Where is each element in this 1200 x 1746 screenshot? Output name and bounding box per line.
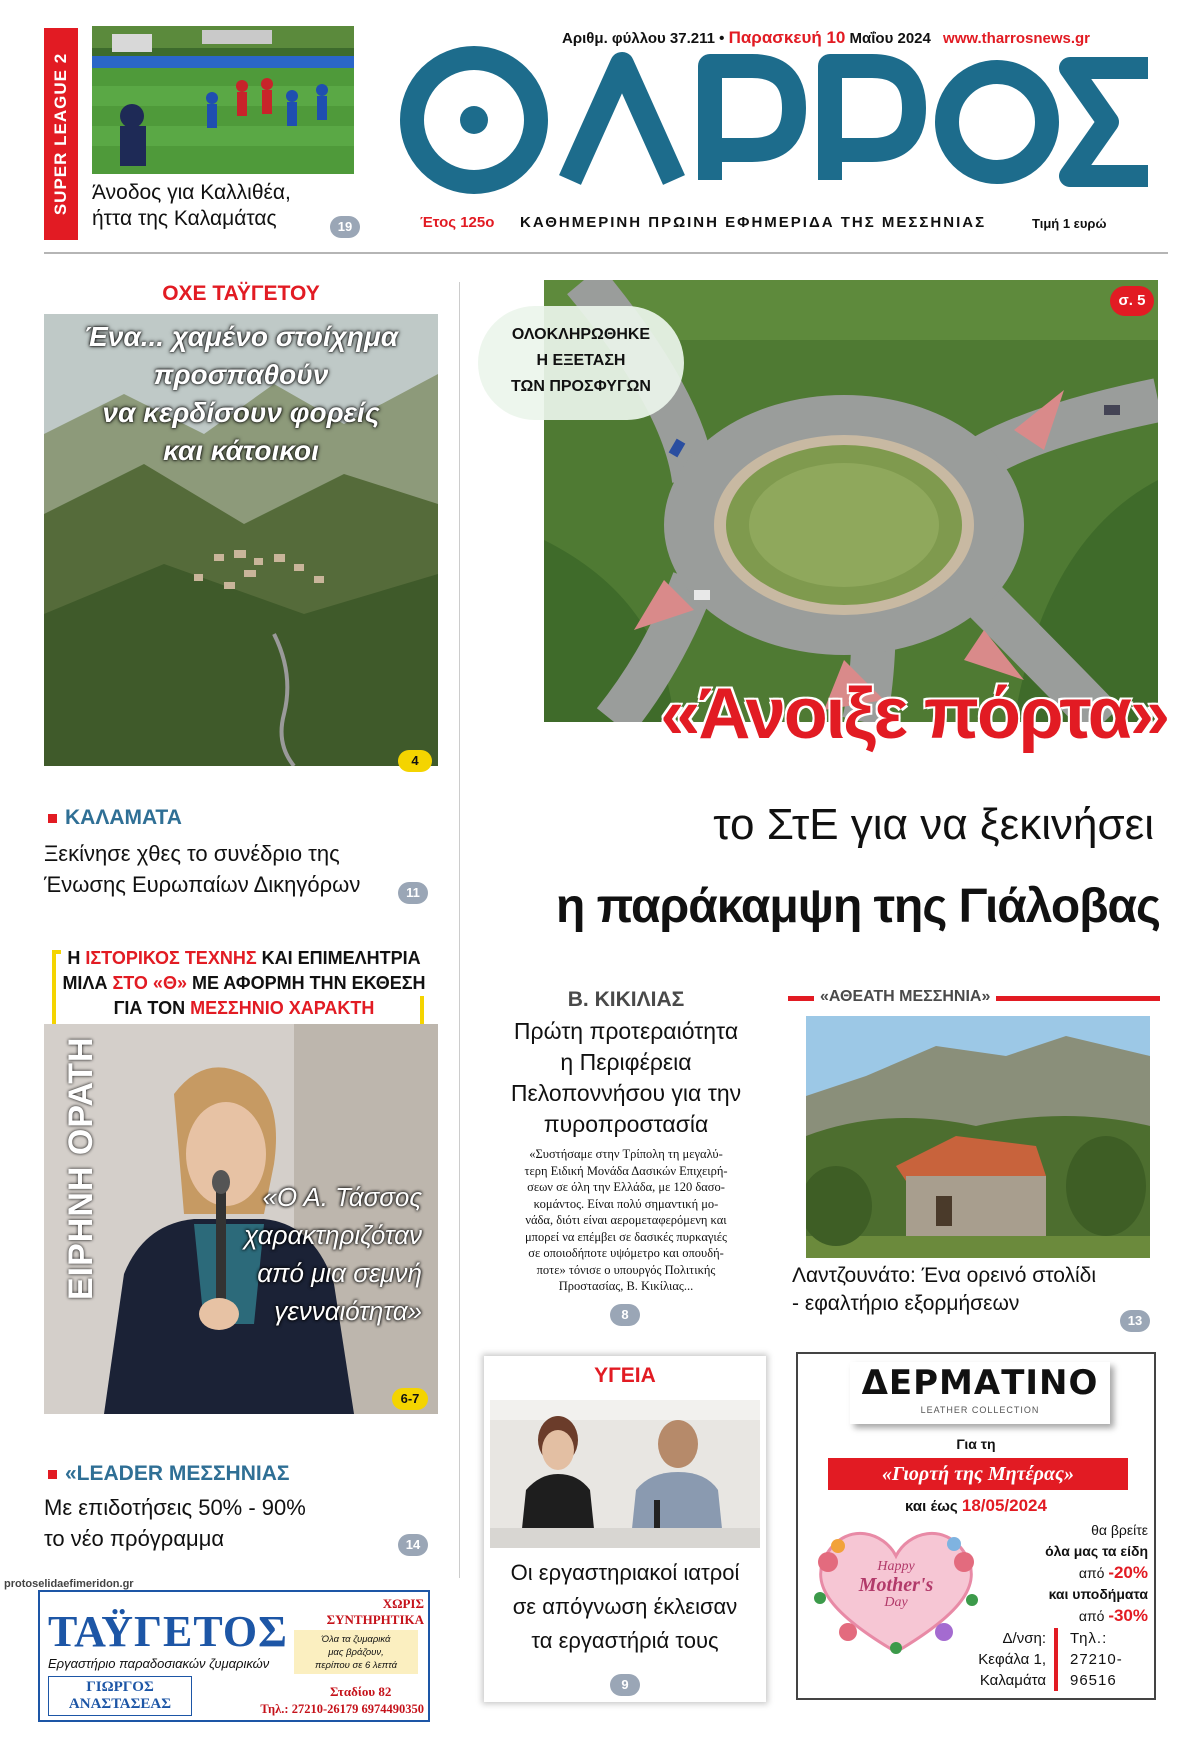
football-photo [92, 26, 354, 174]
sports-vertical-label: SUPER LEAGUE 2 [44, 28, 78, 240]
dermatino-for: Για τη [956, 1436, 996, 1452]
dermatino-event: «Γιορτή της Μητέρας» [828, 1458, 1128, 1490]
health-kicker: ΥΓΕΙΑ [594, 1364, 656, 1387]
kalamata-headline[interactable]: Ξεκίνησε χθες το συνέδριο της Ένωσης Ευρωπαίων Δικηγόρων [44, 841, 361, 897]
tagline: ΚΑΘΗΜΕΡΙΝΗ ΠΡΩΙΝΗ ΕΦΗΜΕΡΙΔΑ ΤΗΣ ΜΕΣΣΗΝΙΑΣ [520, 214, 987, 231]
health-headline: Οι εργαστηριακοί ιατροί σε απόγνωση έκλεισαν τα εργαστήριά τους [510, 1560, 740, 1653]
dermatino-ad[interactable] [796, 1352, 1156, 1700]
taygetos-page-badge[interactable]: 4 [398, 750, 432, 772]
leader-page-badge[interactable]: 14 [398, 1534, 428, 1556]
kikilias-page-badge[interactable]: 8 [610, 1304, 640, 1326]
dermatino-address: Δ/νση: Κεφάλα 1, Καλαμάτα [958, 1628, 1058, 1691]
mothers-day-heart: Happy Mother's Day [808, 1522, 984, 1662]
kalamata-page-badge[interactable]: 11 [398, 882, 428, 904]
taygetos-headline[interactable]: Ένα... χαμένο στοίχημα προσπαθούν να κερδίσουν φορείς και κάτοικοι [83, 321, 399, 466]
health-box[interactable] [484, 1356, 766, 1702]
year: Έτος 125ο [420, 214, 495, 231]
ad-address: Σταδίου 82 [330, 1684, 392, 1699]
taygetos-kicker: ΟΧΕ ΤΑΫΓΕΤΟΥ [162, 282, 320, 305]
dermatino-phone: Τηλ.: 27210- 96516 [1070, 1630, 1123, 1689]
price: Τιμή 1 ευρώ [1032, 216, 1107, 231]
health-page-badge[interactable]: 9 [610, 1674, 640, 1696]
kikilias-headline[interactable]: Πρώτη προτεραιότητα η Περιφέρεια Πελοποννήσου για την πυροπροστασία [510, 1018, 742, 1137]
lantzounato-photo[interactable] [806, 1016, 1150, 1258]
tharros-logo-icon [392, 34, 1152, 194]
website-link[interactable]: www.tharrosnews.gr [943, 30, 1091, 47]
lead-subhead-1: το ΣτΕ για να ξεκινήσει [713, 800, 1154, 849]
date-month: Μαΐου 2024 [849, 30, 931, 47]
interview-header: Η ΙΣΤΟΡΙΚΟΣ ΤΕΧΝΗΣ ΚΑΙ ΕΠΙΜΕΛΗΤΡΙΑ ΜΙΛΑ ΣΤΟ «Θ» ΜΕ ΑΦΟΡΜΗ ΤΗΝ ΕΚΘΕΣΗ ΓΙΑ ΤΟΝ ΜΕΣΣΗΝΙΟ ΧΑΡΑΚΤΗ [44, 946, 444, 1021]
ad-claim: ΧΩΡΙΣ ΣΥΝΤΗΡΗΤΙΚΑ [326, 1596, 424, 1627]
hidden-messinia-page-badge[interactable]: 13 [1120, 1310, 1150, 1332]
bullet-icon [48, 1470, 57, 1479]
kalamata-kicker: ΚΑΛΑΜΑΤΑ [48, 806, 182, 830]
kikilias-kicker: Β. ΚΙΚΙΛΙΑΣ [567, 988, 685, 1011]
photo-tag: ΟΛΟΚΛΗΡΩΘΗΚΕ Η ΕΞΕΤΑΣΗ ΤΩΝ ΠΡΟΣΦΥΓΩΝ [478, 306, 684, 420]
hidden-messinia-headline[interactable]: Λαντζουνάτο: Ένα ορεινό στολίδι - εφαλτήριο εξορμήσεων [792, 1264, 1097, 1315]
newspaper-logo[interactable] [392, 34, 1152, 194]
dermatino-until: και έως 18/05/2024 [905, 1496, 1047, 1515]
sports-page-badge[interactable]: 19 [330, 216, 360, 238]
leader-headline[interactable]: Με επιδοτήσεις 50% - 90% το νέο πρόγραμμα [44, 1495, 306, 1551]
dateline: Αριθμ. φύλλου 37.211 • Παρασκευή 10 Μαΐου 2024 www.tharrosnews.gr [562, 28, 1091, 47]
kikilias-body: «Συστήσαμε στην Τρίπολη τη μεγαλύ- τερη Ειδική Μονάδα Δασικών Επιχειρή- σεων σε όλη την Ελλάδα, με 120 δασο- κομάντος. Είναι πολύ σημαντική μο- νάδα, διότι είναι αερομεταφερόμενη και μπορεί να επέμβει σε δασικές πυρκαγιές σε οποιοδήποτε υψόμετρο και οπουδή- ποτε» τόνισε ο υπουργός Πολιτικής Προστασίας, Β. Κικίλιας... [524, 1147, 728, 1293]
sports-headline[interactable]: Άνοδος για Καλλιθέα, ήττα της Καλαμάτας [92, 181, 291, 230]
ad-owner: ΓΙΩΡΓΟΣ ΑΝΑΣΤΑΣΕΑΣ [48, 1676, 192, 1716]
bullet-icon [48, 814, 57, 823]
dermatino-offer: θα βρείτε όλα μας τα είδη από -20% και υποδήματα από -30% [1045, 1522, 1148, 1625]
health-photo [490, 1400, 760, 1548]
ad-brand: ΤΑΫΓΕΤΟΣ [48, 1607, 288, 1656]
dermatino-logo: ΔΕΡΜΑΤΙΝΟ LEATHER COLLECTION [850, 1362, 1110, 1424]
date-day: Παρασκευή 10 [728, 28, 846, 47]
lead-page-ref[interactable]: σ. 5 [1110, 286, 1154, 316]
interview-page-badge[interactable]: 6-7 [392, 1388, 428, 1410]
masthead-rule [44, 252, 1168, 254]
hidden-messinia-header: «ΑΘΕΑΤΗ ΜΕΣΣΗΝΙΑ» [788, 984, 1160, 1010]
ad-note: Όλα τα ζυμαρικά μας βράζουν, περίπου σε 6 λεπτά [294, 1630, 418, 1674]
ad-phone: Τηλ.: 27210-26179 6974490350 [260, 1702, 424, 1716]
lead-headline[interactable]: «Άνοιξε πόρτα» [660, 674, 1168, 754]
watermark: protoselidaefimeridon.gr [4, 1578, 134, 1590]
lead-subhead-2: η παράκαμψη της Γιάλοβας [555, 880, 1160, 933]
leader-kicker: «LEADER ΜΕΣΣΗΝΙΑΣ [48, 1462, 290, 1486]
interview-quote[interactable]: «Ο Α. Τάσσος χαρακτηριζόταν από μια σεμνή γενναιότητα» [244, 1182, 422, 1326]
taygetos-ad[interactable] [38, 1590, 430, 1722]
ad-subtitle: Εργαστήριο παραδοσιακών ζυμαρικών [48, 1656, 270, 1671]
